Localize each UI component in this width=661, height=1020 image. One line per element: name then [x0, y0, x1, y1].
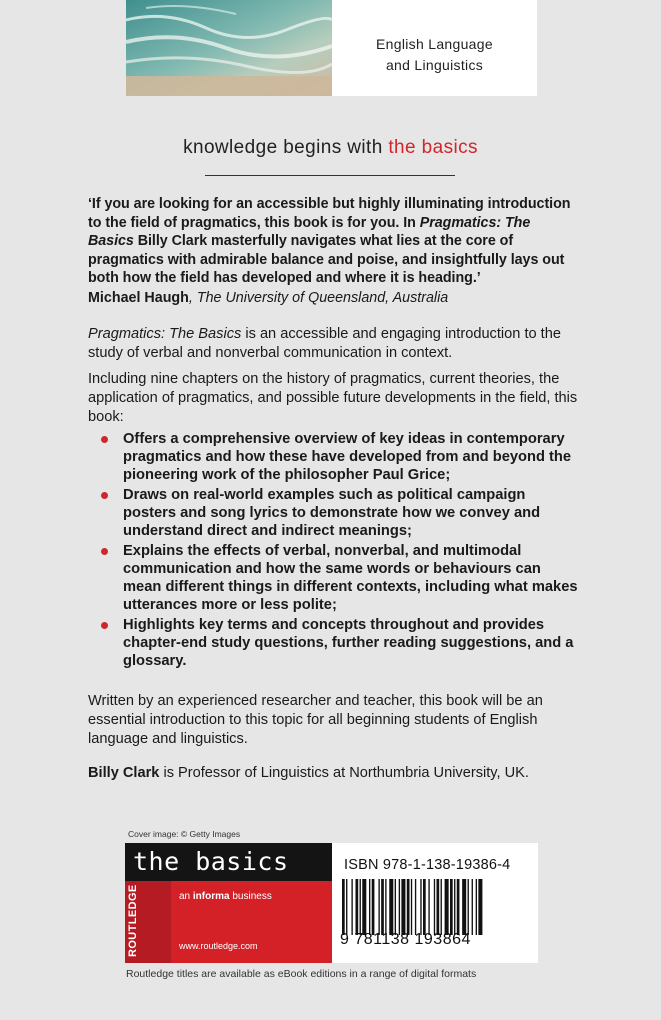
barcode-bar: [378, 879, 379, 935]
barcode-bar: [445, 879, 449, 935]
list-item-text: Draws on real-world examples such as political campaign posters and song lyrics to demonstrate how we convey and understand direct and indirect meanings;: [123, 487, 541, 539]
list-item-text: Offers a comprehensive overview of key ideas in contemporary pragmatics and how these have developed from and beyond the pioneering work of the philosopher Paul Grice;: [123, 431, 572, 483]
barcode-bar: [457, 879, 460, 935]
barcode-icon: [342, 879, 528, 935]
divider: [205, 175, 455, 176]
barcode-digits: 9 781138 193864: [340, 931, 471, 948]
quote-book-title: Pragmatics: The Basics: [88, 214, 531, 249]
quote-affiliation: , The University of Queensland, Australia: [188, 290, 449, 306]
informa-prefix: an: [179, 891, 193, 902]
barcode-bar: [454, 879, 455, 935]
barcode-bar: [372, 879, 375, 935]
author-bio: [88, 764, 578, 783]
subject-label: [332, 0, 537, 96]
tagline-prefix: knowledge begins with: [183, 137, 383, 158]
barcode-bar: [462, 879, 466, 935]
author-bio-text: is Professor of Linguistics at Northumbria University, UK.: [159, 765, 529, 781]
barcode-bar: [472, 879, 473, 935]
bullet-icon: [101, 436, 108, 443]
endorsement-quote: [88, 195, 578, 288]
intro-text: is an accessible and engaging introduction to the study of verbal and nonverbal communication in context.: [88, 326, 561, 361]
list-item-text: Highlights key terms and concepts throughout and provides chapter-end study questions, further reading suggestions, and a glossary.: [123, 617, 574, 669]
intro-paragraph: [88, 325, 578, 363]
closing-paragraph: Written by an experienced researcher and teacher, this book will be an essential introduction to this topic for all beginning students of English language and linguistics.: [88, 693, 543, 747]
barcode-bar: [407, 879, 410, 935]
bullet-icon: [101, 492, 108, 499]
barcode-bar: [360, 879, 361, 935]
barcode-bar: [478, 879, 482, 935]
barcode-bar: [434, 879, 435, 935]
barcode-bar: [346, 879, 347, 935]
barcode-bar: [401, 879, 405, 935]
cover-credit: Cover image: © Getty Images: [128, 829, 241, 839]
quote-attribution: [88, 290, 588, 306]
informa-brand: informa: [192, 891, 230, 902]
barcode-bar: [411, 879, 412, 935]
informa-suffix: business: [229, 891, 272, 902]
barcode-bar: [369, 879, 370, 935]
list-item: [101, 542, 581, 614]
barcode-bar: [351, 879, 352, 935]
barcode-bar: [437, 879, 440, 935]
chapters-paragraph: Including nine chapters on the history of pragmatics, current theories, the application of pragmatics, and possible future developments in the field, this book:: [88, 371, 578, 425]
barcode-bar: [450, 879, 453, 935]
bullet-icon: [101, 622, 108, 629]
quote-part-2: Billy Clark masterfully navigates what lies at the core of pragmatics with admirable balance and poise, and insightfully lays out both how the field has developed and where it is heading.’: [88, 233, 565, 286]
list-item-text: Explains the effects of verbal, nonverbal, and multimodal communication and how the same words or behaviours can mean different things in different contexts, including what makes utterances more or less polite;: [123, 543, 578, 613]
publisher-banner: [125, 881, 332, 963]
series-name: the basics: [125, 843, 332, 881]
author-name: Billy Clark: [88, 765, 160, 781]
list-item: [101, 486, 581, 540]
barcode-bar: [468, 879, 469, 935]
bullet-icon: [101, 548, 108, 555]
barcode-bar: [342, 879, 345, 935]
barcode-bar: [415, 879, 416, 935]
subject-line-1: English Language: [376, 36, 493, 52]
isbn-label: ISBN 978-1-138-19386-4: [344, 857, 511, 873]
publisher-website: www.routledge.com: [179, 941, 258, 951]
intro-book-title: Pragmatics: The Basics: [88, 326, 242, 342]
barcode-bar: [399, 879, 400, 935]
informa-tagline: [179, 891, 272, 902]
barcode-bar: [385, 879, 386, 935]
series-tagline: [0, 137, 661, 159]
feature-list: [101, 430, 581, 672]
quote-author: Michael Haugh: [88, 290, 189, 306]
barcode-bar: [428, 879, 429, 935]
barcode-bar: [356, 879, 359, 935]
barcode-bar: [476, 879, 477, 935]
quote-part-1: ‘If you are looking for an accessible but highly illuminating introduction to the field of pragmatics, this book is for you. In: [88, 196, 571, 231]
barcode-bar: [381, 879, 384, 935]
barcode-bar: [420, 879, 421, 935]
barcode-bar: [362, 879, 366, 935]
list-item: [101, 430, 581, 484]
barcode-panel: [332, 843, 538, 963]
cover-photo: [126, 0, 332, 96]
publisher-block: [125, 843, 332, 963]
barcode-bar: [389, 879, 393, 935]
barcode-bar: [423, 879, 426, 935]
tagline-highlight: the basics: [388, 137, 478, 158]
routledge-logo: [125, 881, 171, 963]
routledge-logo-text: ROUTLEDGE: [127, 884, 139, 957]
list-item: [101, 616, 581, 670]
subject-line-2: and Linguistics: [385, 57, 484, 73]
barcode-bar: [395, 879, 396, 935]
barcode-bar: [441, 879, 442, 935]
ebook-note: Routledge titles are available as eBook editions in a range of digital formats: [126, 968, 477, 980]
